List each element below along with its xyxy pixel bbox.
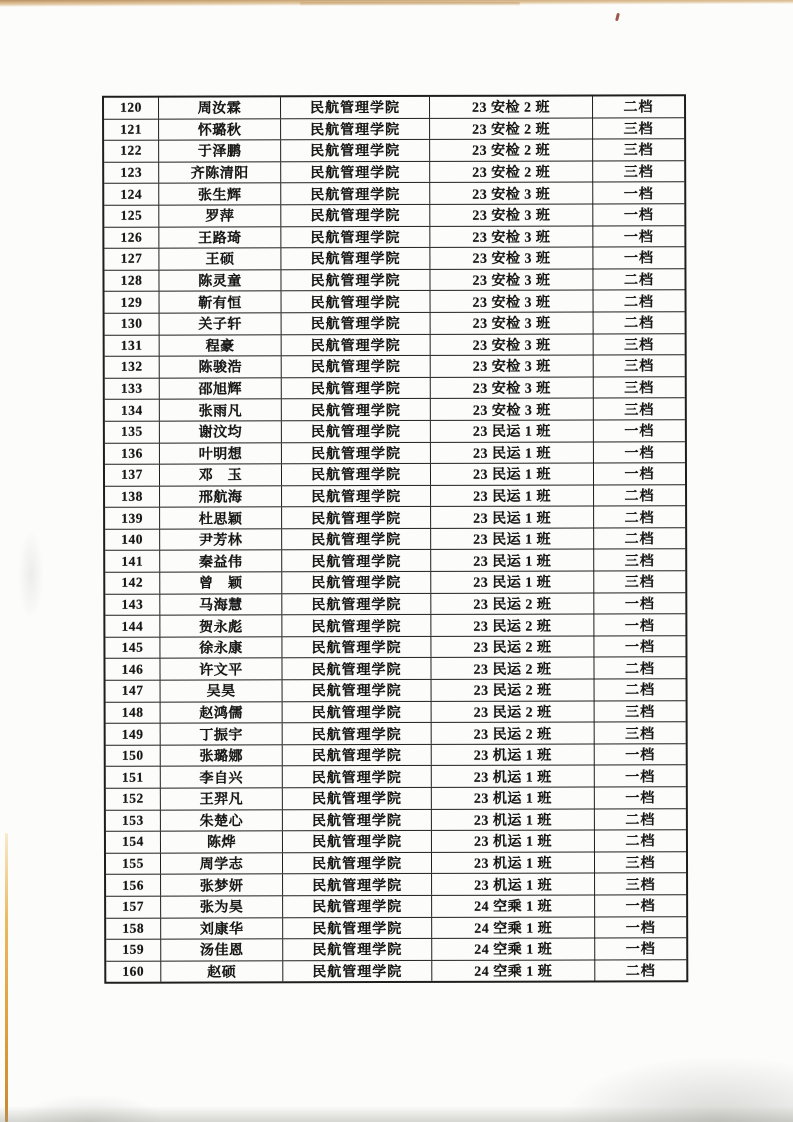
cell-college: 民航管理学院 [281, 97, 430, 118]
cell-serial-number: 133 [105, 378, 160, 399]
cell-college: 民航管理学院 [283, 874, 432, 895]
cell-college: 民航管理学院 [283, 680, 432, 701]
cell-college: 民航管理学院 [282, 550, 431, 571]
cell-student-name: 刘康华 [161, 918, 283, 939]
cell-stipend-level: 二档 [624, 532, 655, 548]
cell-student-name: 王羿凡 [161, 788, 283, 809]
cell-serial-number: 136 [105, 443, 160, 464]
cell-college: 民航管理学院 [282, 356, 431, 377]
table-row [106, 917, 686, 940]
cell-student-name: 杜思颖 [160, 508, 282, 529]
cell-class: 23 民运 1 班 [431, 464, 594, 485]
cell-college: 民航管理学院 [281, 226, 430, 247]
cell-serial-number: 125 [104, 206, 159, 227]
table-row [104, 247, 684, 270]
cell-serial-number: 124 [104, 184, 159, 205]
table-row [106, 938, 686, 961]
cell-class: 23 民运 1 班 [431, 420, 594, 441]
table-row [105, 334, 685, 357]
table-row [105, 485, 685, 508]
cell-serial-number: 157 [106, 897, 161, 918]
table-row [104, 183, 684, 206]
cell-serial-number: 130 [105, 314, 160, 335]
cell-student-name: 于泽鹏 [159, 140, 281, 161]
cell-serial-number: 141 [105, 551, 160, 572]
cell-class: 23 安检 3 班 [430, 183, 593, 204]
cell-college: 民航管理学院 [282, 464, 431, 485]
cell-class: 23 民运 1 班 [431, 572, 594, 593]
cell-stipend-level: 二档 [624, 489, 655, 505]
cell-serial-number: 139 [105, 508, 160, 529]
cell-serial-number: 151 [106, 767, 161, 788]
cell-college: 民航管理学院 [282, 378, 431, 399]
table-row [105, 507, 685, 530]
cell-class: 23 民运 2 班 [431, 636, 594, 657]
table-row [106, 895, 686, 918]
cell-stipend-level: 一档 [623, 186, 654, 203]
cell-class: 23 民运 2 班 [431, 658, 594, 679]
table-row [104, 96, 684, 119]
cell-serial-number: 159 [106, 940, 161, 961]
scan-page-left-edge [5, 833, 8, 1122]
cell-stipend-level: 三档 [623, 143, 654, 159]
cell-college: 民航管理学院 [283, 788, 432, 809]
cell-stipend-level: 三档 [625, 726, 656, 742]
cell-stipend-level: 三档 [624, 402, 655, 419]
cell-stipend-level: 三档 [624, 554, 655, 570]
cell-student-name: 吴昊 [161, 680, 283, 701]
cell-stipend-level: 三档 [625, 856, 656, 872]
cell-college: 民航管理学院 [281, 118, 430, 139]
table-row [105, 658, 685, 681]
table-row [106, 960, 686, 982]
cell-class: 23 安检 3 班 [430, 226, 593, 247]
cell-stipend-level: 二档 [623, 100, 654, 116]
cell-class: 23 安检 2 班 [430, 96, 593, 117]
cell-stipend-level: 二档 [625, 813, 656, 829]
table-row [104, 226, 684, 249]
table-row [106, 766, 686, 789]
cell-college: 民航管理学院 [282, 399, 431, 420]
cell-student-name: 周汝霖 [159, 97, 281, 118]
table-row [105, 614, 685, 637]
cell-stipend-level: 一档 [625, 942, 656, 958]
table-row [104, 269, 684, 292]
cell-stipend-level: 三档 [624, 575, 655, 591]
cell-student-name: 贺永彪 [160, 616, 282, 637]
cell-serial-number: 148 [106, 702, 161, 723]
cell-class: 23 机运 1 班 [432, 787, 595, 808]
cell-stipend-level: 二档 [623, 273, 655, 289]
cell-student-name: 靳有恒 [160, 292, 282, 313]
cell-stipend-level: 一档 [625, 748, 656, 764]
table-row [104, 204, 684, 227]
cell-student-name: 齐陈清阳 [159, 162, 281, 183]
cell-serial-number: 152 [106, 789, 161, 810]
cell-stipend-level: 二档 [624, 662, 656, 678]
cell-stipend-level: 一档 [623, 251, 654, 267]
red-pen-tick-mark [615, 13, 620, 21]
cell-class: 23 安检 2 班 [430, 161, 593, 182]
cell-college: 民航管理学院 [283, 809, 432, 830]
cell-stipend-level: 二档 [625, 683, 656, 699]
cell-stipend-level: 一档 [624, 597, 655, 613]
cell-student-name: 叶明想 [160, 443, 282, 464]
cell-student-name: 张梦妍 [161, 875, 283, 896]
table-row [105, 399, 685, 422]
cell-stipend-level: 一档 [625, 899, 656, 915]
cell-student-name: 张璐娜 [161, 745, 283, 766]
cell-student-name: 邓 玉 [160, 464, 282, 485]
cell-stipend-level: 一档 [624, 446, 655, 462]
cell-college: 民航管理学院 [283, 723, 432, 744]
cell-class: 23 机运 1 班 [432, 831, 595, 852]
cell-class: 23 民运 1 班 [431, 528, 594, 549]
cell-serial-number: 121 [104, 119, 159, 140]
cell-college: 民航管理学院 [283, 917, 432, 938]
table-row [105, 291, 685, 314]
cell-serial-number: 149 [106, 724, 161, 745]
cell-serial-number: 140 [105, 529, 160, 550]
cell-class: 23 民运 1 班 [431, 507, 594, 528]
cell-student-name: 陈骏浩 [160, 356, 282, 377]
student-stipend-level-table [102, 94, 688, 984]
cell-class: 24 空乘 1 班 [432, 939, 595, 960]
cell-serial-number: 158 [106, 918, 161, 939]
table-row [106, 874, 686, 897]
cell-class: 23 安检 3 班 [430, 248, 593, 269]
cell-class: 23 民运 2 班 [431, 593, 594, 614]
cell-student-name: 张为昊 [161, 896, 283, 917]
cell-serial-number: 150 [106, 745, 161, 766]
table-row [105, 463, 685, 486]
cell-student-name: 王硕 [159, 248, 281, 269]
cell-class: 23 安检 3 班 [430, 204, 593, 225]
cell-class: 23 民运 2 班 [432, 680, 595, 701]
cell-student-name: 许文平 [160, 659, 282, 680]
cell-college: 民航管理学院 [283, 831, 432, 852]
table-row [104, 161, 684, 184]
cell-class: 23 机运 1 班 [432, 852, 595, 873]
cell-student-name: 张雨凡 [160, 400, 282, 421]
cell-student-name: 李自兴 [161, 767, 283, 788]
table-row [106, 744, 686, 767]
table-row [105, 593, 685, 616]
cell-class: 23 机运 1 班 [432, 766, 595, 787]
cell-serial-number: 126 [104, 227, 159, 248]
cell-serial-number: 131 [105, 335, 160, 356]
cell-class: 23 民运 2 班 [432, 723, 595, 744]
cell-class: 24 空乘 1 班 [432, 960, 595, 981]
table-row [105, 420, 685, 443]
cell-serial-number: 155 [106, 853, 161, 874]
table-row [105, 636, 685, 659]
cell-serial-number: 144 [105, 616, 160, 637]
cell-serial-number: 134 [105, 400, 160, 421]
cell-student-name: 尹芳林 [160, 529, 282, 550]
cell-college: 民航管理学院 [282, 529, 431, 550]
scan-smudge [18, 530, 44, 620]
cell-stipend-level: 一档 [624, 640, 655, 656]
cell-class: 23 民运 1 班 [431, 485, 594, 506]
cell-class: 23 安检 3 班 [431, 377, 594, 398]
cell-student-name: 邢航海 [160, 486, 282, 507]
cell-serial-number: 122 [104, 141, 159, 162]
cell-class: 23 安检 3 班 [431, 356, 594, 377]
cell-college: 民航管理学院 [283, 961, 432, 982]
cell-student-name: 程豪 [160, 335, 282, 356]
table-row [105, 571, 685, 594]
cell-stipend-level: 三档 [625, 877, 656, 894]
cell-student-name: 王路琦 [159, 227, 281, 248]
cell-class: 23 安检 2 班 [430, 118, 593, 139]
cell-college: 民航管理学院 [281, 270, 430, 291]
cell-college: 民航管理学院 [283, 702, 432, 723]
cell-stipend-level: 一档 [624, 424, 655, 440]
cell-student-name: 秦益伟 [160, 551, 282, 572]
cell-class: 23 民运 1 班 [431, 442, 594, 463]
cell-class: 23 安检 3 班 [431, 334, 594, 355]
cell-serial-number: 156 [106, 875, 161, 896]
cell-college: 民航管理学院 [283, 745, 432, 766]
cell-student-name: 汤佳恩 [161, 939, 283, 960]
table-row [106, 679, 686, 702]
cell-serial-number: 120 [104, 98, 159, 119]
scan-shadow-bottom-left [20, 1096, 160, 1122]
cell-class: 24 空乘 1 班 [432, 917, 595, 938]
cell-stipend-level: 二档 [625, 964, 656, 980]
cell-college: 民航管理学院 [283, 896, 432, 917]
cell-student-name: 张生辉 [159, 184, 281, 205]
cell-serial-number: 127 [104, 249, 159, 270]
cell-class: 23 安检 3 班 [431, 291, 594, 312]
cell-stipend-level: 三档 [625, 705, 656, 721]
cell-stipend-level: 一档 [624, 618, 655, 634]
cell-student-name: 邵旭辉 [160, 378, 282, 399]
table-row [106, 701, 686, 724]
cell-stipend-level: 一档 [623, 230, 654, 246]
cell-college: 民航管理学院 [282, 334, 431, 355]
cell-student-name: 丁振宇 [161, 724, 283, 745]
cell-college: 民航管理学院 [281, 162, 430, 183]
cell-student-name: 关子轩 [160, 313, 282, 334]
cell-college: 民航管理学院 [282, 637, 431, 658]
cell-serial-number: 143 [105, 594, 160, 615]
cell-serial-number: 147 [106, 681, 161, 702]
cell-stipend-level: 一档 [625, 791, 656, 807]
cell-college: 民航管理学院 [281, 205, 430, 226]
cell-class: 23 民运 1 班 [431, 550, 594, 571]
cell-college: 民航管理学院 [282, 313, 431, 334]
cell-serial-number: 153 [106, 810, 161, 831]
cell-serial-number: 132 [105, 357, 160, 378]
cell-college: 民航管理学院 [282, 658, 431, 679]
cell-serial-number: 145 [105, 637, 160, 658]
cell-serial-number: 123 [104, 162, 159, 183]
cell-college: 民航管理学院 [282, 507, 431, 528]
table-row [106, 809, 686, 832]
cell-serial-number: 128 [104, 270, 159, 291]
cell-stipend-level: 三档 [624, 338, 655, 354]
cell-class: 23 机运 1 班 [432, 809, 595, 830]
cell-serial-number: 142 [105, 573, 160, 594]
cell-stipend-level: 一档 [625, 921, 656, 937]
cell-student-name: 朱楚心 [161, 810, 283, 831]
cell-student-name: 周学志 [161, 853, 283, 874]
cell-class: 23 安检 3 班 [431, 312, 594, 333]
table-row [106, 830, 686, 853]
cell-serial-number: 138 [105, 486, 160, 507]
cell-college: 民航管理学院 [281, 140, 430, 161]
cell-college: 民航管理学院 [281, 248, 430, 269]
cell-student-name: 罗萍 [159, 205, 281, 226]
cell-college: 民航管理学院 [282, 421, 431, 442]
cell-student-name: 马海慧 [160, 594, 282, 615]
table-row [105, 377, 685, 400]
table-row [105, 528, 685, 551]
table-row [105, 442, 685, 465]
cell-student-name: 曾 颖 [160, 572, 282, 593]
cell-stipend-level: 二档 [624, 510, 655, 526]
cell-student-name: 陈灵童 [159, 270, 281, 291]
cell-serial-number: 129 [105, 292, 160, 313]
cell-class: 23 民运 2 班 [432, 701, 595, 722]
cell-serial-number: 146 [105, 659, 160, 680]
cell-student-name: 谢汶均 [160, 421, 282, 442]
cell-college: 民航管理学院 [281, 183, 430, 204]
table-row [104, 139, 684, 162]
cell-stipend-level: 一档 [625, 770, 656, 786]
table-row [106, 787, 686, 810]
table-row [106, 852, 686, 875]
cell-serial-number: 154 [106, 832, 161, 853]
cell-stipend-level: 三档 [623, 165, 654, 181]
cell-college: 民航管理学院 [282, 291, 431, 312]
cell-class: 23 安检 2 班 [430, 140, 593, 161]
cell-stipend-level: 三档 [623, 122, 654, 138]
cell-college: 民航管理学院 [283, 939, 432, 960]
cell-class: 23 机运 1 班 [432, 874, 595, 895]
cell-college: 民航管理学院 [282, 486, 431, 507]
cell-college: 民航管理学院 [282, 442, 431, 463]
cell-college: 民航管理学院 [282, 615, 431, 636]
table-row [104, 118, 684, 141]
cell-stipend-level: 二档 [624, 316, 655, 332]
cell-stipend-level: 一档 [623, 208, 654, 224]
cell-class: 23 安检 3 班 [430, 269, 593, 290]
table-row [105, 550, 685, 573]
cell-serial-number: 135 [105, 422, 160, 443]
table-row [106, 722, 686, 745]
scan-page-top-edge-thick-spot [300, 2, 520, 6]
table-row [105, 312, 685, 335]
cell-class: 24 空乘 1 班 [432, 895, 595, 916]
cell-class: 23 民运 2 班 [431, 615, 594, 636]
cell-stipend-level: 二档 [624, 294, 655, 311]
cell-college: 民航管理学院 [283, 766, 432, 787]
cell-college: 民航管理学院 [282, 572, 431, 593]
cell-stipend-level: 二档 [625, 834, 656, 850]
cell-class: 23 安检 3 班 [431, 399, 594, 420]
cell-student-name: 赵鸿儒 [161, 702, 283, 723]
cell-student-name: 怀璐秋 [159, 119, 281, 140]
table-row [105, 355, 685, 378]
cell-serial-number: 137 [105, 465, 160, 486]
cell-stipend-level: 一档 [624, 467, 655, 483]
cell-stipend-level: 三档 [624, 359, 655, 375]
cell-college: 民航管理学院 [282, 594, 431, 615]
cell-college: 民航管理学院 [283, 853, 432, 874]
cell-student-name: 赵硕 [161, 961, 283, 982]
cell-stipend-level: 三档 [624, 381, 655, 397]
cell-student-name: 陈烨 [161, 831, 283, 852]
cell-serial-number: 160 [106, 961, 161, 982]
cell-class: 23 机运 1 班 [432, 744, 595, 765]
cell-student-name: 徐永康 [160, 637, 282, 658]
